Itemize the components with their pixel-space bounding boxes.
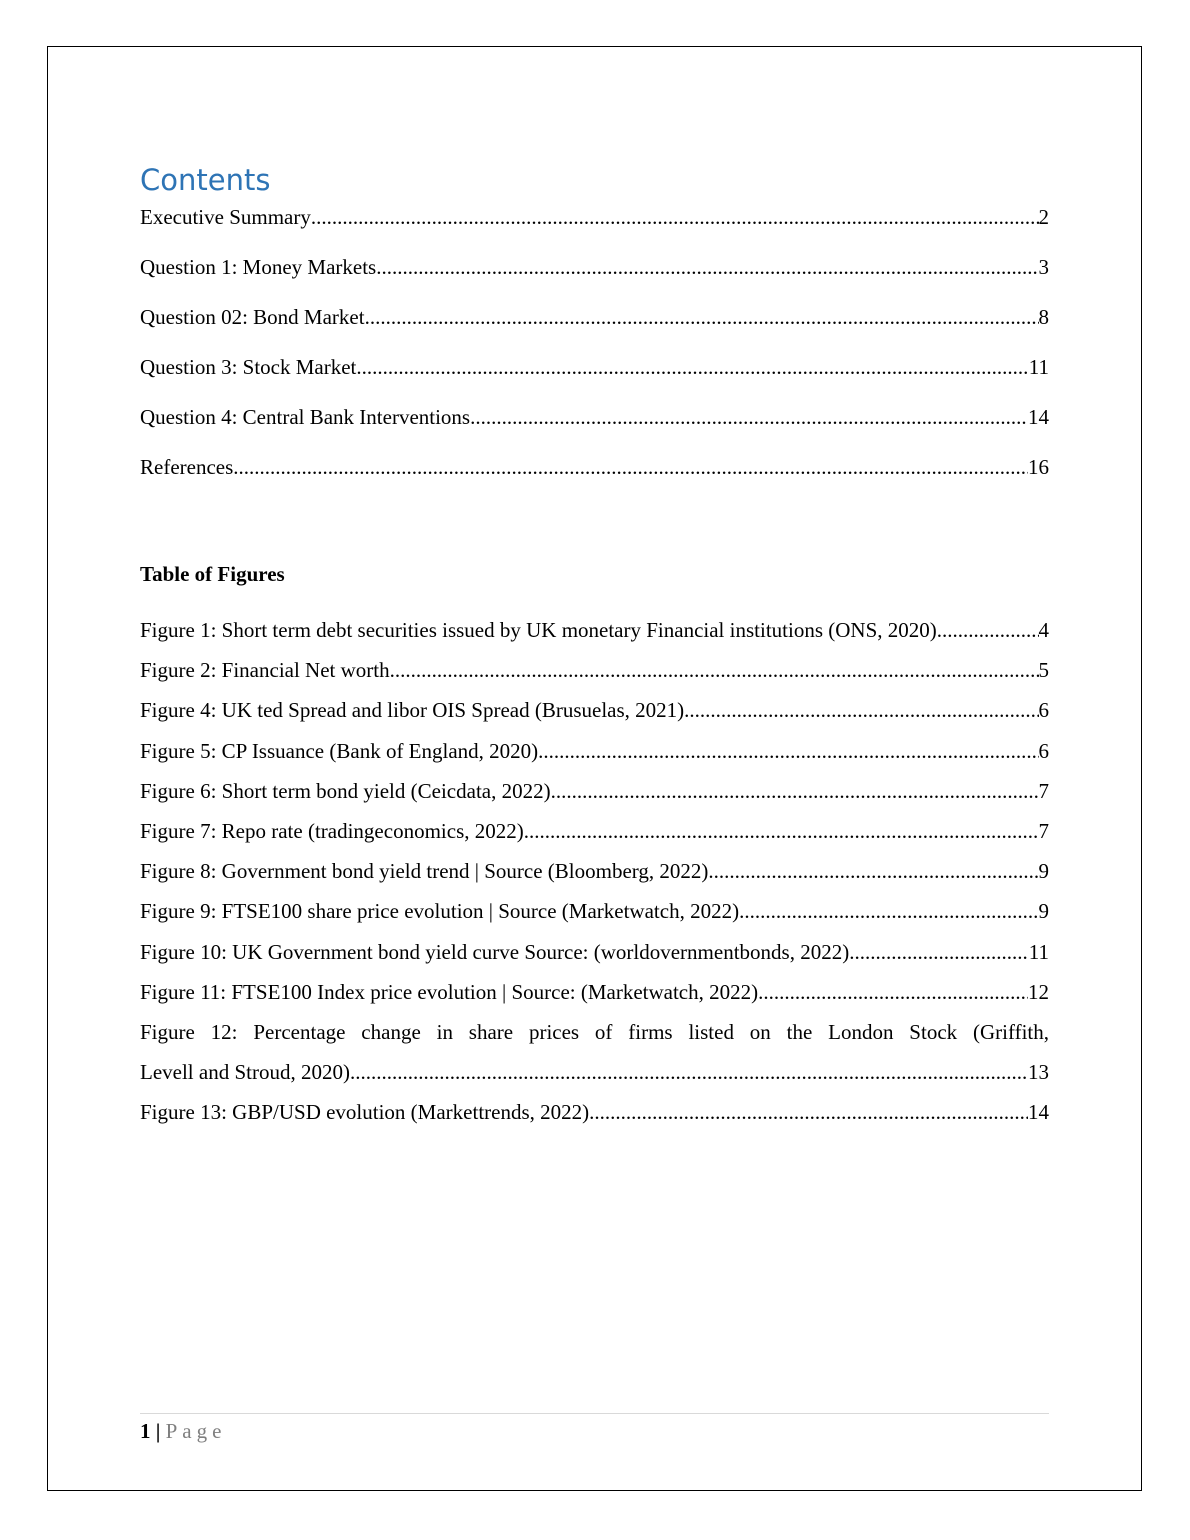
toc-entry-label: Question 4: Central Bank Interventions bbox=[140, 405, 471, 429]
toc-entry-page: 8 bbox=[1038, 305, 1049, 329]
figure-entry-line2 bbox=[140, 1052, 1049, 1092]
footer-separator: | bbox=[155, 1419, 161, 1443]
figure-entry[interactable] bbox=[140, 932, 1049, 972]
figure-entry-page: 14 bbox=[1028, 1100, 1049, 1125]
toc-entry[interactable] bbox=[140, 352, 1049, 402]
dot-leader bbox=[589, 1092, 1028, 1132]
figure-entry[interactable] bbox=[140, 650, 1049, 690]
toc-entry-label: Executive Summary bbox=[140, 205, 311, 229]
toc-entry[interactable] bbox=[140, 252, 1049, 302]
page-number: 1 bbox=[140, 1419, 151, 1443]
figure-entry-page: 11 bbox=[1028, 939, 1049, 964]
figure-entry-label-line2: Levell and Stroud, 2020) bbox=[140, 1060, 350, 1085]
dot-leader bbox=[390, 650, 1039, 690]
toc-entry[interactable] bbox=[140, 452, 1049, 502]
dot-leader bbox=[739, 891, 1038, 931]
dot-leader bbox=[758, 972, 1028, 1012]
figure-entry-label: Figure 11: FTSE100 Index price evolution | Source: (Marketwatch, 2022) bbox=[140, 979, 759, 1004]
toc-entry[interactable] bbox=[140, 302, 1049, 352]
figure-entry-multiline[interactable] bbox=[140, 1012, 1049, 1092]
figure-entry-label: Figure 13: GBP/USD evolution (Markettrends, 2022) bbox=[140, 1100, 590, 1125]
dot-leader bbox=[937, 610, 1039, 650]
toc-entry-page: 3 bbox=[1038, 255, 1049, 279]
dot-leader bbox=[538, 731, 1038, 771]
dot-leader bbox=[350, 1052, 1028, 1092]
figure-entry-page: 7 bbox=[1038, 818, 1049, 843]
figure-entry-label: Figure 4: UK ted Spread and libor OIS Spread (Brusuelas, 2021) bbox=[140, 698, 685, 723]
figure-entry-label: Figure 10: UK Government bond yield curve Source: (worldovernmentbonds, 2022) bbox=[140, 939, 850, 964]
dot-leader bbox=[849, 932, 1029, 972]
dot-leader bbox=[365, 302, 1039, 332]
figure-entry[interactable] bbox=[140, 1092, 1049, 1132]
figure-entry-label: Figure 2: Financial Net worth bbox=[140, 658, 390, 683]
figure-entry-label-line1: Figure 12: Percentage change in share prices of firms listed on the London Stock (Griffith, bbox=[140, 1019, 1049, 1044]
toc-entry[interactable] bbox=[140, 402, 1049, 452]
toc-entry-label: Question 1: Money Markets bbox=[140, 255, 377, 279]
figure-entry-page: 9 bbox=[1038, 859, 1049, 884]
toc-list bbox=[140, 202, 1049, 502]
figure-entry[interactable] bbox=[140, 610, 1049, 650]
dot-leader bbox=[470, 402, 1028, 432]
footer-divider bbox=[140, 1413, 1049, 1414]
dot-leader bbox=[233, 452, 1028, 482]
figure-entry-page: 7 bbox=[1038, 778, 1049, 803]
figure-entry-page: 9 bbox=[1038, 899, 1049, 924]
page-footer bbox=[140, 1417, 226, 1445]
dot-leader bbox=[376, 252, 1038, 282]
toc-entry-page: 11 bbox=[1028, 355, 1049, 379]
figure-entry-label: Figure 9: FTSE100 share price evolution | Source (Marketwatch, 2022) bbox=[140, 899, 740, 924]
figure-entry-label: Figure 6: Short term bond yield (Ceicdata, 2022) bbox=[140, 778, 551, 803]
dot-leader bbox=[311, 202, 1039, 232]
figure-entry-page: 4 bbox=[1038, 618, 1049, 642]
toc-entry-page: 2 bbox=[1038, 205, 1049, 229]
dot-leader bbox=[684, 690, 1038, 730]
figure-entry-label: Figure 8: Government bond yield trend | Source (Bloomberg, 2022) bbox=[140, 859, 709, 884]
tof-list bbox=[140, 610, 1049, 1132]
toc-entry-label: Question 02: Bond Market bbox=[140, 305, 365, 329]
figure-entry[interactable] bbox=[140, 771, 1049, 811]
figure-entry-label: Figure 7: Repo rate (tradingeconomics, 2022) bbox=[140, 818, 524, 843]
document-body bbox=[140, 160, 1049, 1132]
figure-entry-label: Figure 5: CP Issuance (Bank of England, 2020) bbox=[140, 738, 539, 763]
figure-entry[interactable] bbox=[140, 891, 1049, 931]
toc-entry-page: 14 bbox=[1028, 405, 1049, 429]
page-label: Page bbox=[165, 1419, 227, 1443]
dot-leader bbox=[708, 851, 1038, 891]
figure-entry[interactable] bbox=[140, 851, 1049, 891]
figure-entry-page: 6 bbox=[1038, 698, 1049, 723]
toc-entry-label: References bbox=[140, 455, 234, 479]
dot-leader bbox=[356, 352, 1028, 382]
contents-heading: Contents bbox=[140, 163, 271, 197]
dot-leader bbox=[524, 811, 1039, 851]
figure-entry-page: 5 bbox=[1038, 658, 1049, 683]
figure-entry[interactable] bbox=[140, 811, 1049, 851]
figure-entry-page: 12 bbox=[1028, 979, 1049, 1004]
figure-entry-label: Figure 1: Short term debt securities issued by UK monetary Financial institutions (ONS, 2020) bbox=[140, 618, 937, 642]
toc-entry[interactable] bbox=[140, 202, 1049, 252]
toc-entry-page: 16 bbox=[1028, 455, 1049, 479]
dot-leader bbox=[551, 771, 1039, 811]
figure-entry-page: 6 bbox=[1038, 738, 1049, 763]
figure-entry[interactable] bbox=[140, 972, 1049, 1012]
figure-entry-page: 13 bbox=[1028, 1060, 1049, 1085]
table-of-figures-heading: Table of Figures bbox=[140, 562, 285, 586]
toc-entry-label: Question 3: Stock Market bbox=[140, 355, 357, 379]
figure-entry[interactable] bbox=[140, 731, 1049, 771]
figure-entry[interactable] bbox=[140, 690, 1049, 730]
